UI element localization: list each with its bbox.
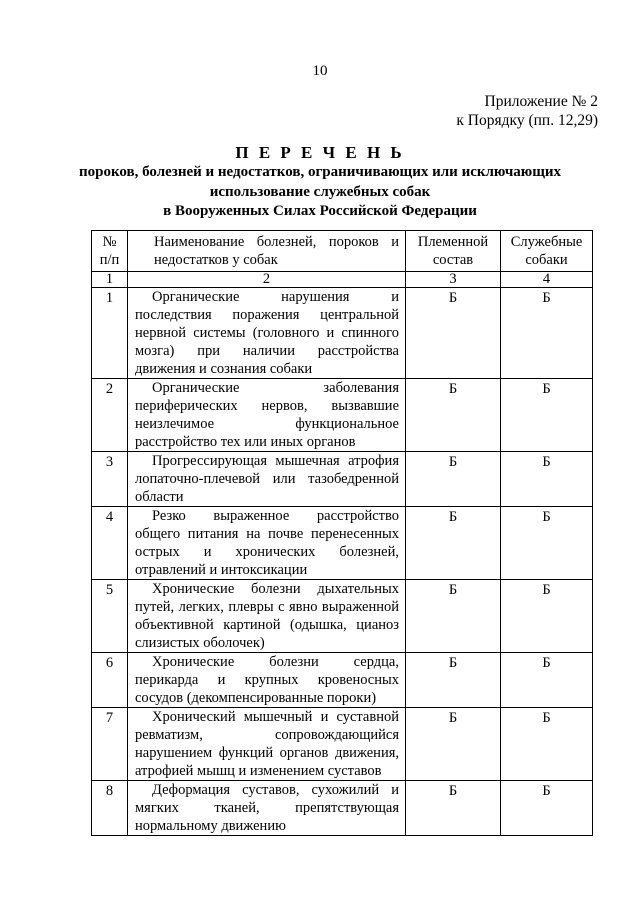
title-line-3: в Вооруженных Силах Российской Федерации	[163, 203, 477, 219]
header-name: Наименование болезней, пороков и недостатков у собак	[128, 231, 406, 272]
table-row	[92, 580, 593, 653]
table-row	[92, 653, 593, 708]
row-number: 3	[92, 452, 128, 507]
table-row	[92, 379, 593, 452]
header-number-line-1: №	[102, 234, 117, 250]
row-service-mark: Б	[501, 580, 593, 653]
row-description-text: Органические нарушения и последствия поражения центральной нервной системы (головного и спинного мозга) при наличии расстройства движения и сознания собаки	[135, 289, 399, 377]
row-description	[128, 653, 406, 708]
appendix-number: Приложение № 2	[484, 93, 598, 110]
header-number-line-2: п/п	[99, 252, 120, 268]
row-number: 1	[92, 288, 128, 379]
appendix-reference	[456, 92, 598, 130]
row-description-text: Хронические болезни дыхательных путей, легких, плевры с явно выраженной объективной картиной (одышка, цианоз слизистых оболочек)	[135, 581, 399, 651]
row-description-text: Прогрессирующая мышечная атрофия лопаточно-плечевой или тазобедренной области	[135, 453, 399, 505]
row-description	[128, 580, 406, 653]
column-number: 4	[501, 272, 593, 288]
row-description-text: Органические заболевания периферических нервов, вызвавшие неизлечимое функциональное расстройство тех или иных органов	[135, 380, 399, 450]
document-title	[0, 143, 640, 222]
header-number	[92, 231, 128, 272]
row-description	[128, 507, 406, 580]
row-breeding-mark: Б	[406, 452, 501, 507]
table-row	[92, 452, 593, 507]
column-number: 2	[128, 272, 406, 288]
row-number: 7	[92, 708, 128, 781]
row-service-mark: Б	[501, 288, 593, 379]
row-service-mark: Б	[501, 781, 593, 836]
header-breeding	[406, 231, 501, 272]
row-breeding-mark: Б	[406, 580, 501, 653]
header-breeding-line-2: состав	[432, 252, 474, 268]
row-breeding-mark: Б	[406, 288, 501, 379]
row-description-text: Хронические болезни сердца, перикарда и крупных кровеносных сосудов (декомпенсированные пороки)	[135, 654, 399, 706]
table-row	[92, 708, 593, 781]
table-header-row	[92, 231, 593, 272]
row-number: 5	[92, 580, 128, 653]
table-row	[92, 288, 593, 379]
header-service-line-2: собаки	[525, 252, 568, 268]
row-number: 4	[92, 507, 128, 580]
header-service-line-1: Служебные	[510, 234, 583, 250]
appendix-order-reference: к Порядку (пп. 12,29)	[456, 112, 598, 129]
row-service-mark: Б	[501, 507, 593, 580]
title-line-1: пороков, болезней и недостатков, ограничивающих или исключающих	[78, 164, 562, 180]
row-description	[128, 379, 406, 452]
page-number: 10	[312, 63, 328, 79]
table-row	[92, 781, 593, 836]
diseases-table	[91, 230, 593, 836]
title-line-2: использование служебных собак	[209, 183, 431, 200]
row-breeding-mark: Б	[406, 379, 501, 452]
row-number: 8	[92, 781, 128, 836]
row-breeding-mark: Б	[406, 781, 501, 836]
row-breeding-mark: Б	[406, 507, 501, 580]
row-service-mark: Б	[501, 452, 593, 507]
table-row	[92, 507, 593, 580]
column-number: 1	[92, 272, 128, 288]
row-breeding-mark: Б	[406, 708, 501, 781]
row-description	[128, 452, 406, 507]
column-number-row	[92, 272, 593, 288]
header-service	[501, 231, 593, 272]
row-description	[128, 781, 406, 836]
header-breeding-line-1: Племенной	[417, 234, 489, 250]
row-number: 2	[92, 379, 128, 452]
row-description-text: Хронический мышечный и суставной ревматизм, сопровождающийся нарушением функций органов движения, атрофией мышц и изменением суставов	[135, 709, 399, 779]
row-description	[128, 708, 406, 781]
row-service-mark: Б	[501, 379, 593, 452]
row-description-text: Резко выраженное расстройство общего питания на почве перенесенных острых и хронических болезней, отравлений и интоксикации	[135, 508, 399, 578]
row-service-mark: Б	[501, 708, 593, 781]
row-description	[128, 288, 406, 379]
row-description-text: Деформация суставов, сухожилий и мягких тканей, препятствующая нормальному движению	[135, 782, 399, 834]
column-number: 3	[406, 272, 501, 288]
row-service-mark: Б	[501, 653, 593, 708]
row-breeding-mark: Б	[406, 653, 501, 708]
row-number: 6	[92, 653, 128, 708]
title-heading: П Е Р Е Ч Е Н Ь	[235, 143, 405, 162]
